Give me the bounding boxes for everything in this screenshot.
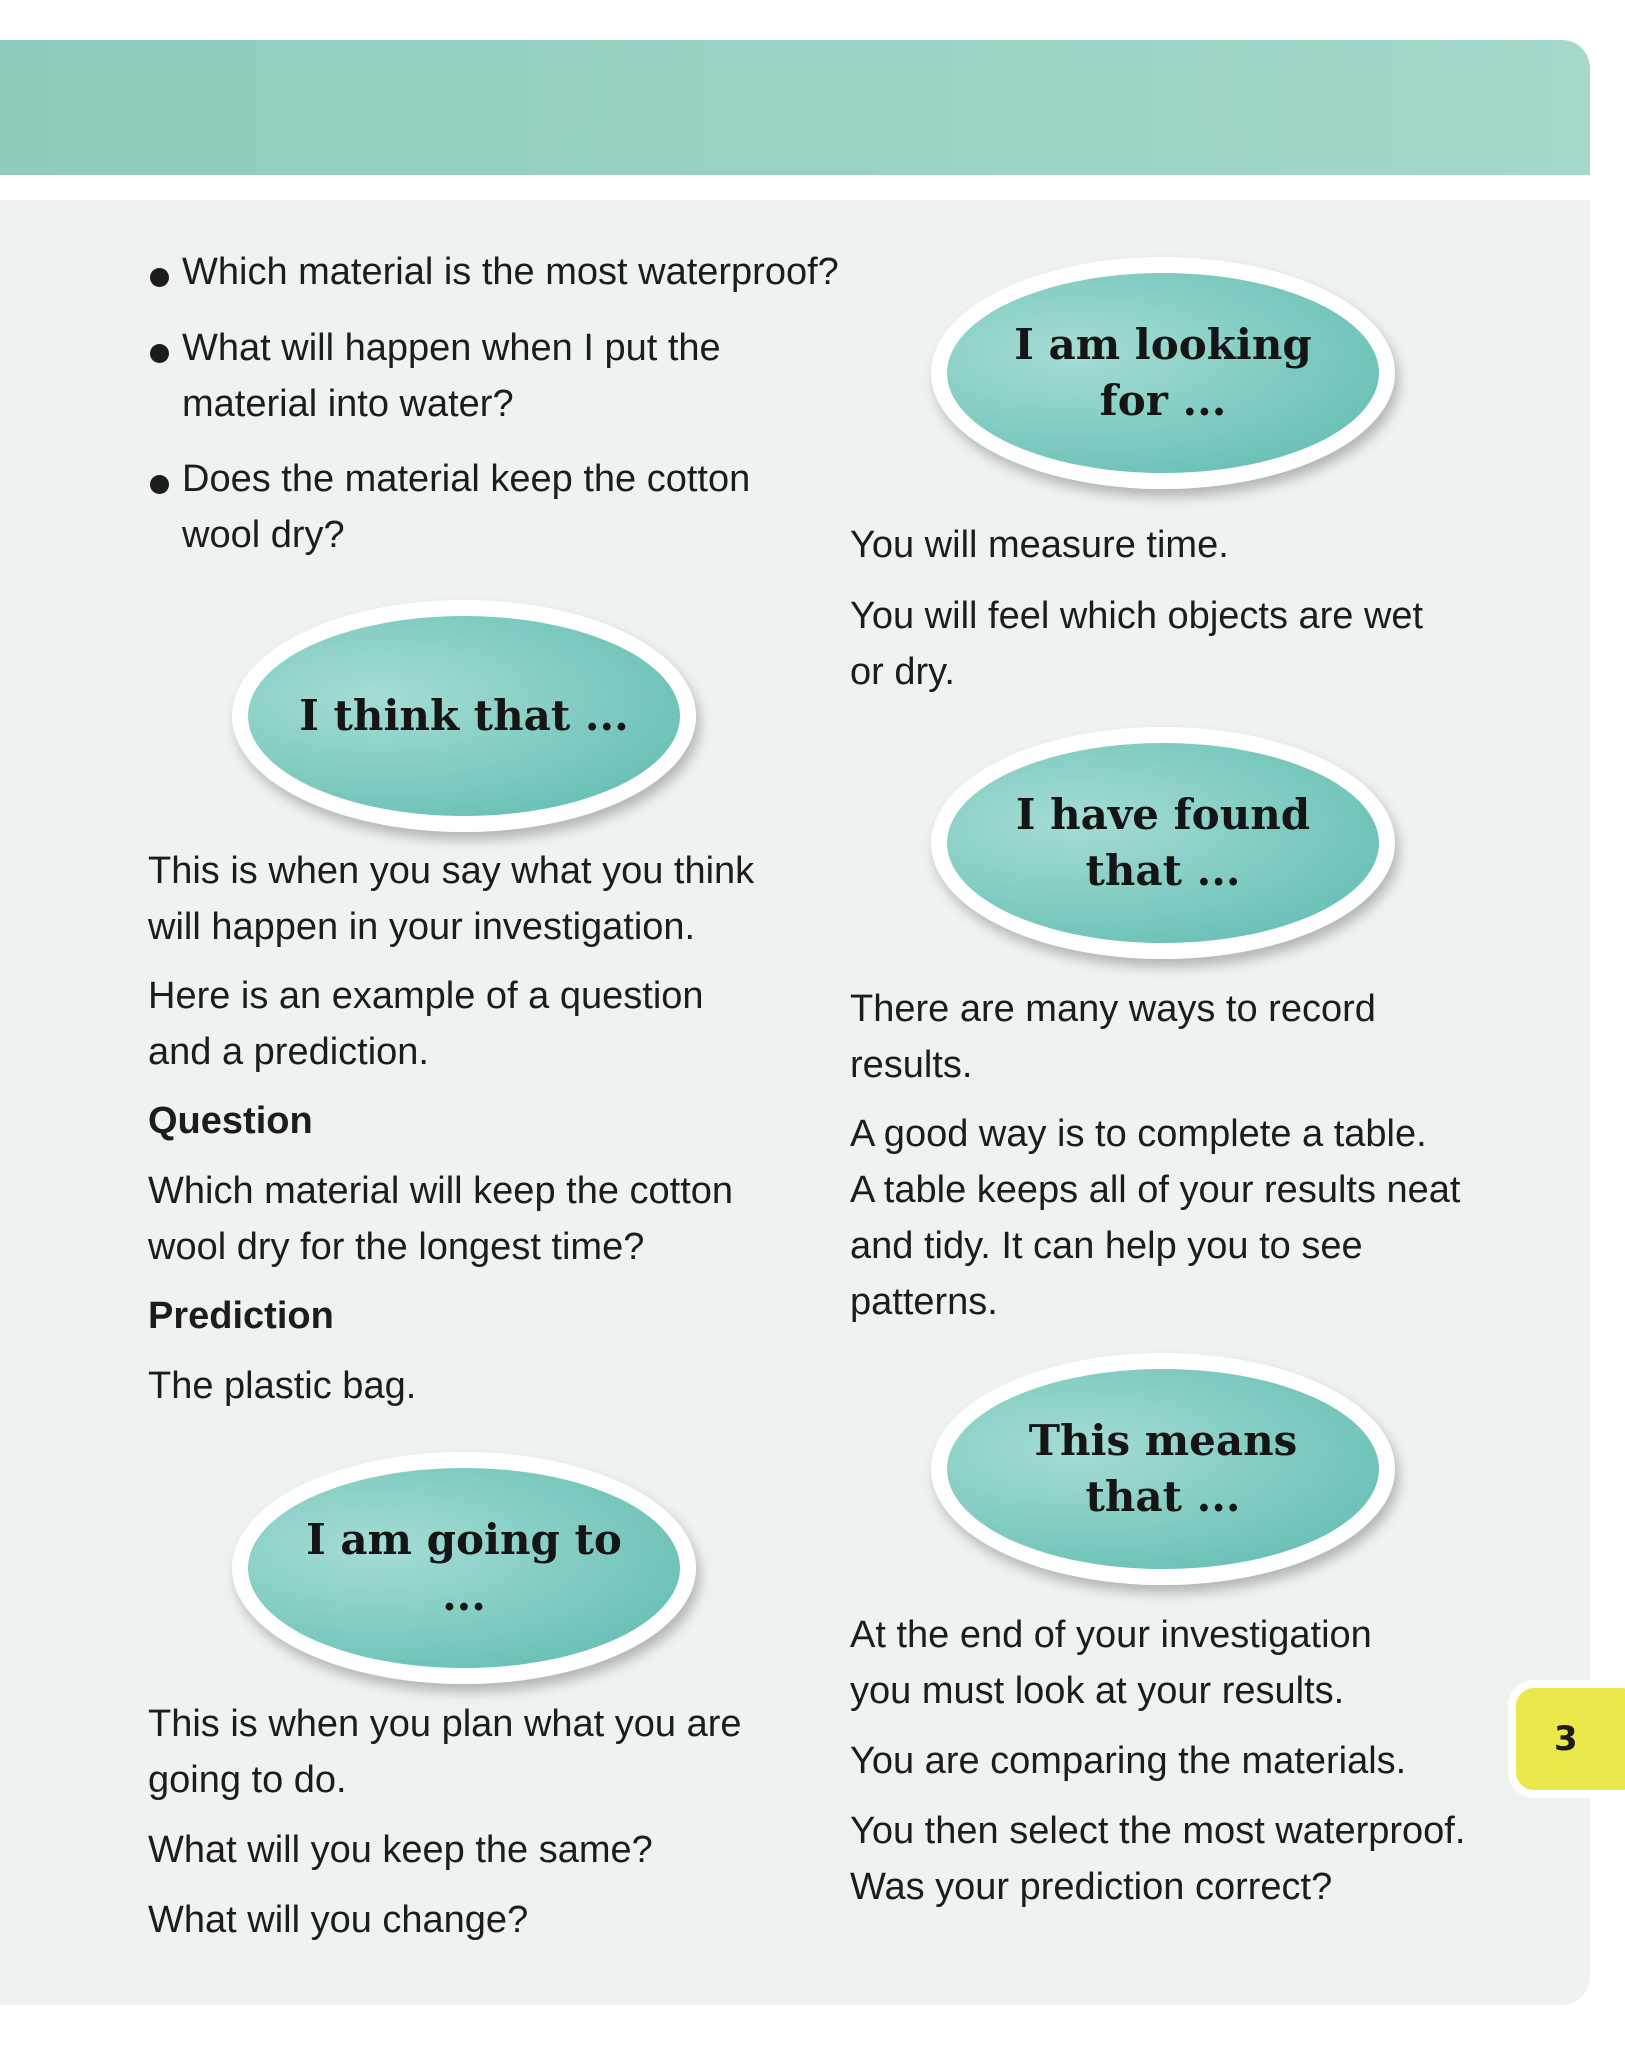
bubble-label-line: that ... (1085, 846, 1241, 895)
speech-bubble-found (931, 727, 1395, 959)
body-text: You will measure time. (850, 524, 1229, 566)
body-text: This is when you plan what you are (148, 1703, 742, 1745)
body-text: A table keeps all of your results neat (850, 1169, 1461, 1211)
body-text: Was your prediction correct? (850, 1866, 1333, 1908)
speech-bubble-going (232, 1452, 696, 1684)
bullet-dot (150, 344, 169, 363)
body-text: results. (850, 1044, 973, 1086)
body-text: Which material will keep the cotton (148, 1170, 734, 1212)
page-number: 3 (1554, 1719, 1578, 1759)
question-heading: Question (148, 1100, 313, 1142)
body-text: What will you keep the same? (148, 1829, 653, 1871)
bubble-label-line: I am looking (1014, 320, 1312, 369)
body-text: will happen in your investigation. (148, 906, 696, 948)
bullet-text: material into water? (182, 383, 514, 425)
bullet-dot (150, 475, 169, 494)
body-text: You then select the most waterproof. (850, 1810, 1466, 1852)
body-text: There are many ways to record (850, 988, 1376, 1030)
body-text: going to do. (148, 1759, 347, 1801)
bubble-label (983, 1413, 1343, 1525)
header-band (0, 40, 1590, 175)
bullet-text: Does the material keep the cotton (182, 458, 751, 500)
bullet-text: What will happen when I put the (182, 327, 721, 369)
body-text: you must look at your results. (850, 1670, 1345, 1712)
body-text: or dry. (850, 651, 955, 693)
body-text: At the end of your investigation (850, 1614, 1372, 1656)
body-text: Here is an example of a question (148, 975, 704, 1017)
bullet-text: Which material is the most waterproof? (182, 251, 839, 293)
body-text: You are comparing the materials. (850, 1740, 1407, 1782)
page-number-tab (1508, 1680, 1625, 1798)
bubble-label: I think that ... (299, 691, 629, 740)
bullet-dot (150, 268, 169, 287)
bubble-label-line: I have found (1015, 790, 1311, 839)
body-text: and tidy. It can help you to see (850, 1225, 1363, 1267)
speech-bubble-think (232, 600, 696, 832)
bubble-label-line: that ... (1085, 1472, 1241, 1521)
speech-bubble-means (931, 1353, 1395, 1585)
body-text: You will feel which objects are wet (850, 595, 1424, 637)
body-text: What will you change? (148, 1899, 529, 1941)
bubble-label-line: This means (1028, 1416, 1298, 1465)
bubble-label (983, 787, 1343, 899)
bubble-label-line: for ... (1099, 376, 1227, 425)
bubble-label (983, 317, 1343, 429)
body-text: The plastic bag. (148, 1365, 417, 1407)
bubble-label: I am going to ... (306, 1515, 622, 1620)
body-text: This is when you say what you think (148, 850, 755, 892)
body-text: A good way is to complete a table. (850, 1113, 1427, 1155)
speech-bubble-looking (931, 257, 1395, 489)
body-text: wool dry for the longest time? (148, 1226, 645, 1268)
prediction-heading: Prediction (148, 1295, 334, 1337)
body-text: patterns. (850, 1281, 998, 1323)
bullet-text: wool dry? (182, 514, 345, 556)
body-text: and a prediction. (148, 1031, 429, 1073)
